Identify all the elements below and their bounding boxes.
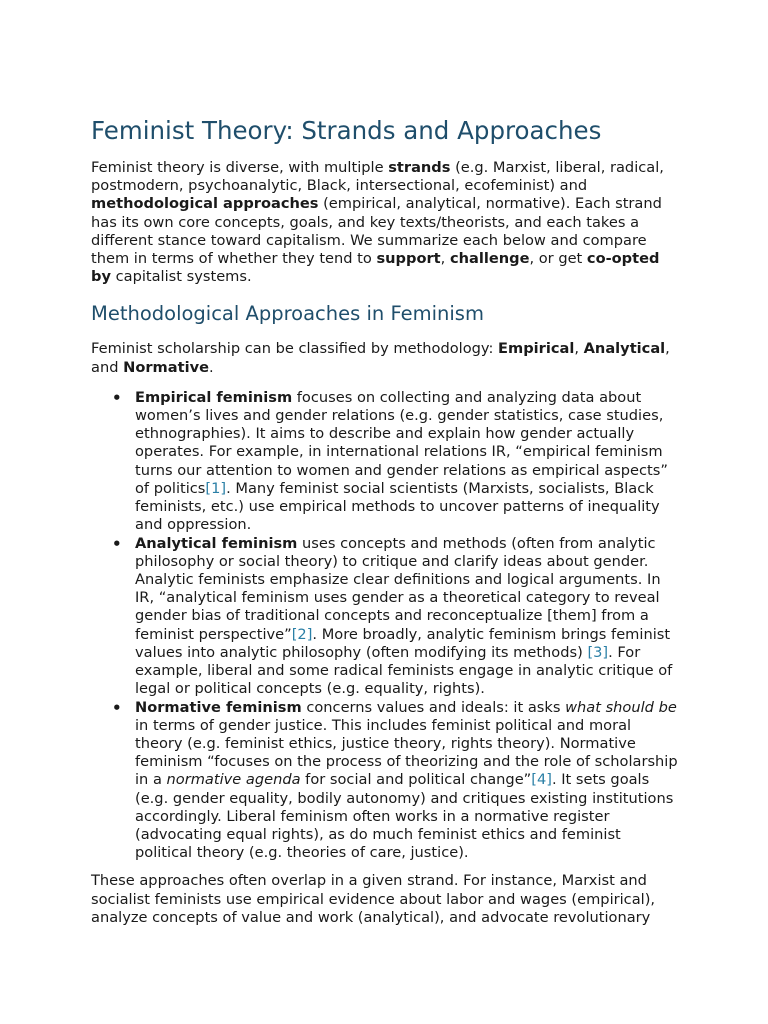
analytical-term: Analytical feminism xyxy=(135,534,298,552)
analytical-text-1: uses concepts and methods (often from analytic philosophy or social theory) to critique and clarify ideas about gender. Analytic feminists emphasize clear definitions and logical arguments. In IR, “analytical feminism uses gender as a theoretical category to reveal gender bias of traditional concepts and reconceptualize [them] from a feminist perspective” xyxy=(135,534,661,643)
section-intro-bold-normative: Normative xyxy=(123,358,209,376)
normative-italic-what-should-be: what should be xyxy=(565,698,677,716)
intro-bold-methodological: methodological approaches xyxy=(91,195,319,213)
intro-bold-coopted: co-opted by xyxy=(91,250,660,286)
closing-paragraph: These approaches often overlap in a given strand. For instance, Marxist and socialist feminists use empirical evidence about labor and wages (empirical), analyze concepts of value and work (analytical), and advocate revolutionary xyxy=(91,872,656,926)
normative-text-4: . It sets goals (e.g. gender equality, bodily autonomy) and critiques existing institutions accordingly. Liberal feminism often works in a normative register (advocating equal rights), as do much feminist ethics and feminist political theory (e.g. theories of care, justice). xyxy=(135,771,674,862)
empirical-term: Empirical feminism xyxy=(135,388,293,406)
analytical-text-2: . More broadly, analytic feminism brings feminist values into analytic philosophy (often modifying its methods) xyxy=(135,625,671,661)
normative-text-1: concerns values and ideals: it asks xyxy=(301,698,566,716)
list-item-normative xyxy=(135,699,680,863)
ref-link-4[interactable]: [4] xyxy=(531,771,552,789)
list-item-analytical xyxy=(135,535,680,699)
ref-link-3[interactable]: [3] xyxy=(587,643,609,661)
normative-term: Normative feminism xyxy=(135,698,302,716)
section-intro-text-4: . xyxy=(209,358,214,376)
list-item-empirical xyxy=(135,389,680,535)
intro-text-3: (empirical, analytical, normative). Each strand has its own core concepts, goals, and key texts/theorists, and each takes a different stance toward capitalism. We summarize each below and compare them in terms of whether they tend to xyxy=(91,195,662,268)
ref-link-1[interactable]: [1] xyxy=(205,479,227,497)
empirical-text-2: . Many feminist social scientists (Marxists, socialists, Black feminists, etc.) use empirical methods to uncover patterns of inequality and oppression. xyxy=(135,479,660,534)
analytical-text-3: . For example, liberal and some radical feminists engage in analytic critique of legal or political concepts (e.g. equality, rights). xyxy=(135,643,673,698)
section-intro-text-3: , and xyxy=(91,340,670,376)
ref-link-2[interactable]: [2] xyxy=(291,625,313,643)
intro-bold-support: support xyxy=(376,250,441,268)
section-intro-bold-empirical: Empirical xyxy=(498,340,575,358)
normative-italic-agenda: normative agenda xyxy=(166,771,301,789)
normative-text-2: in terms of gender justice. This includes feminist political and moral theory (e.g. feminist ethics, justice theory, rights theory). Normative feminism “focuses on the process of theorizing and the role of scholarship in a xyxy=(135,716,678,789)
intro-text-6: capitalist systems. xyxy=(110,268,252,286)
page-title: Feminist Theory: Strands and Approaches xyxy=(91,116,602,145)
intro-text-5: , or get xyxy=(529,250,587,268)
section-intro-bold-analytical: Analytical xyxy=(583,340,666,358)
intro-text-4: , xyxy=(440,250,450,268)
intro-text-2: (e.g. Marxist, liberal, radical, postmodern, psychoanalytic, Black, intersectional, ecofeminist) and xyxy=(91,159,664,195)
intro-text-1: Feminist theory is diverse, with multiple xyxy=(91,159,389,176)
intro-bold-strands: strands xyxy=(388,159,451,176)
section-heading: Methodological Approaches in Feminism xyxy=(91,302,484,326)
intro-bold-challenge: challenge xyxy=(449,250,530,268)
section-intro-text-1: Feminist scholarship can be classified by methodology: xyxy=(91,340,499,358)
section-intro-text-2: , xyxy=(574,340,584,358)
section-intro-paragraph xyxy=(91,340,680,376)
normative-text-3: for social and political change” xyxy=(300,771,532,789)
empirical-text-1: focuses on collecting and analyzing data about women’s lives and gender relations (e.g. gender statistics, case studies, ethnographies). It aims to describe and explain how gender actually operates. For example, in international relations IR, “empirical feminism turns our attention to women and gender relations as empirical aspects” of politics xyxy=(135,388,668,497)
intro-paragraph xyxy=(91,159,680,286)
approaches-list xyxy=(91,389,680,863)
